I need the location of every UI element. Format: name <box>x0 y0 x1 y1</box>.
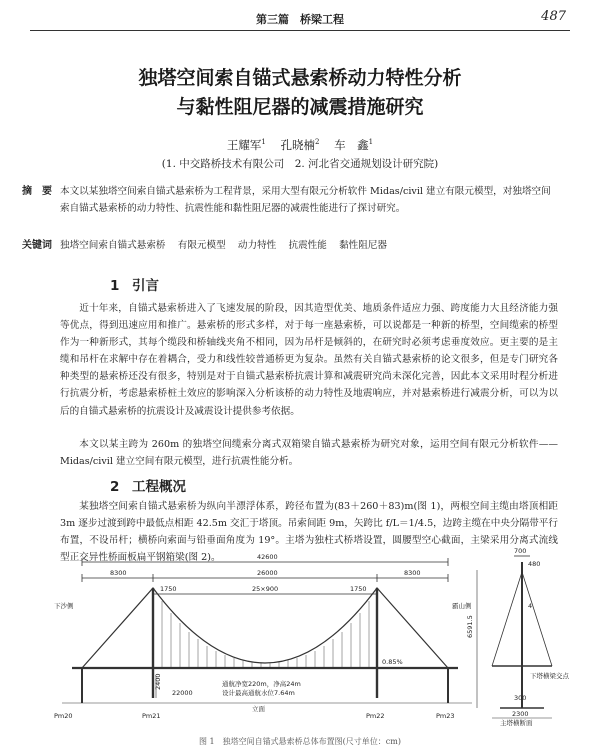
label-slope: 0.85% <box>382 658 403 666</box>
figure-caption: 图 1 独塔空间自锚式悬索桥总体布置图(尺寸单位：cm) <box>199 737 401 746</box>
keyword-item: 动力特性 <box>237 240 277 251</box>
overview-paragraph: 某独塔空间索自锚式悬索桥为纵向半漂浮体系，跨径布置为(83＋260＋83)m(图 1)，两根空间主缆由塔顶相距 3m 逐步过渡到跨中最低点相距 42.5m 交汇于塔顶。吊索间距 9m，矢跨比 f/L＝1/4.5，边跨主缆在中央分隔带平行布置，不设吊杆；横桥向索面与铅垂面角度为 19°。主塔为独柱式桥塔设置，圆腰型空心截面，主梁采用分离式流线型正交异性桥面板扁平钢箱梁(图 2)。 <box>60 501 558 564</box>
pier-label: Pm21 <box>142 712 161 720</box>
keyword-item: 抗震性能 <box>288 240 327 251</box>
dim-hanger-label: 25×900 <box>252 585 279 593</box>
keyword-item: 有限元模型 <box>177 240 226 251</box>
dim-section-top: 480 <box>528 560 541 568</box>
title-line-2: 与黏性阻尼器的减震措施研究 <box>176 96 424 118</box>
bridge-drawing <box>52 547 569 727</box>
dim-a-label: 1750 <box>160 585 177 593</box>
hangers <box>162 601 369 668</box>
main-cable <box>82 588 448 668</box>
running-section-title: 第三篇 桥梁工程 <box>256 13 344 26</box>
keyword-item: 黏性阻尼器 <box>339 240 388 251</box>
label-clearance-1: 通航净宽220m，净高24m <box>222 680 301 688</box>
dim-main-label: 26000 <box>257 569 278 577</box>
dim-right-label: 8300 <box>404 569 421 577</box>
author-name: 王耀军 <box>226 138 262 152</box>
intro-paragraph-1: 近十年来，自锚式悬索桥进入了飞速发展的阶段，因其造型优美、地质条件适应力强、跨度能力大且经济能力强等优点，得到迅速应用和推广。悬索桥的形式多样，对于每一座悬索桥，可以说都是一种新的桥型，空间缆索的桥型作为一种新形式，其每个缆段和桥轴线夹角不相同，因为吊杆是倾斜的，在研究时必须考虑垂度效应。更主要的是主缆和吊杆在求解中存在着耦合，受力和线性较普通桥更为复杂。虽然有关自锚式悬索桥的论文很多，但是专门研究各种类型的悬索桥还没有很多，特别是对于自锚式悬索桥抗震计算和减震研究尚未深化完善，因此本文采用时程分析进行抗震分析，考虑悬索桥桩土效应的影响深入分析该桥的动力特性及地震响应，并对悬索桥进行减震分析，可以为以后的自锚式悬索桥的抗震设计及减震设计提供参考依据。 <box>60 303 558 417</box>
label-left-side: 下沙侧 <box>54 602 74 610</box>
author-name: 车 鑫 <box>334 138 369 152</box>
label-clearance-2: 设计最高通航水位7.64m <box>222 689 295 697</box>
abstract-label: 摘 要 <box>22 186 52 197</box>
page-header <box>30 8 570 31</box>
section-heading-1 <box>110 274 159 294</box>
dim-pier-label: 2400 <box>154 673 162 690</box>
keywords <box>22 237 558 254</box>
section-heading-2 <box>110 475 186 495</box>
dim-b-label: 1750 <box>350 585 367 593</box>
figure-1 <box>52 547 569 727</box>
affiliations: (1. 中交路桥技术有限公司 2. 河北省交通规划设计研究院) <box>161 158 439 170</box>
dim-tower-height: 6591.5 <box>466 615 474 638</box>
intro-paragraph-2: 本文以某主跨为 260m 的独塔空间缆索分离式双箱梁自锚式悬索桥为研究对象，运用空间有限元分析软件——Midas/civil 建立空间有限元模型，进行抗震性能分析。 <box>60 439 558 468</box>
label-tower-note: 下塔横梁交点 <box>530 672 569 680</box>
pier-label: Pm20 <box>54 712 73 720</box>
abstract <box>22 183 558 217</box>
page-number: 487 <box>541 9 566 24</box>
dim-total-label: 42600 <box>257 553 278 561</box>
section-title: 引言 <box>132 278 159 294</box>
label-elevation: 立面 <box>252 705 265 713</box>
dim-section-base: 2300 <box>512 710 529 718</box>
keyword-item: 独塔空间索自锚式悬索桥 <box>60 240 166 251</box>
author-affil-mark: 2 <box>315 138 320 147</box>
pier-label: Pm22 <box>366 712 385 720</box>
author-list <box>0 137 600 153</box>
keywords-label: 关键词 <box>22 240 52 251</box>
label-elevation-value: 22000 <box>172 689 193 697</box>
dim-section-mid: 4 <box>528 602 533 610</box>
label-section: 主塔横断面 <box>500 719 533 727</box>
paper-title <box>40 64 560 122</box>
section-number: 2 <box>110 479 120 495</box>
title-line-1: 独塔空间索自锚式悬索桥动力特性分析 <box>138 67 462 89</box>
author-affil-mark: 1 <box>368 138 374 147</box>
dim-right-value: 300 <box>514 694 527 702</box>
section-number: 1 <box>110 278 120 294</box>
section-title: 工程概况 <box>132 479 186 495</box>
dim-section-width: 700 <box>514 547 527 555</box>
author-affil-mark: 1 <box>261 138 266 147</box>
dim-left-label: 8300 <box>110 569 127 577</box>
pier-label: Pm23 <box>436 712 455 720</box>
author-name: 孔晓楠 <box>280 138 316 152</box>
label-right-side: 霸山侧 <box>452 602 472 610</box>
abstract-text: 本文以某独塔空间索自锚式悬索桥为工程背景，采用大型有限元分析软件 Midas/civil 建立有限元模型，对独塔空间索自锚式悬索桥的动力特性、抗震性能和黏性阻尼器的减震性能进行了探讨研究。 <box>60 186 551 214</box>
